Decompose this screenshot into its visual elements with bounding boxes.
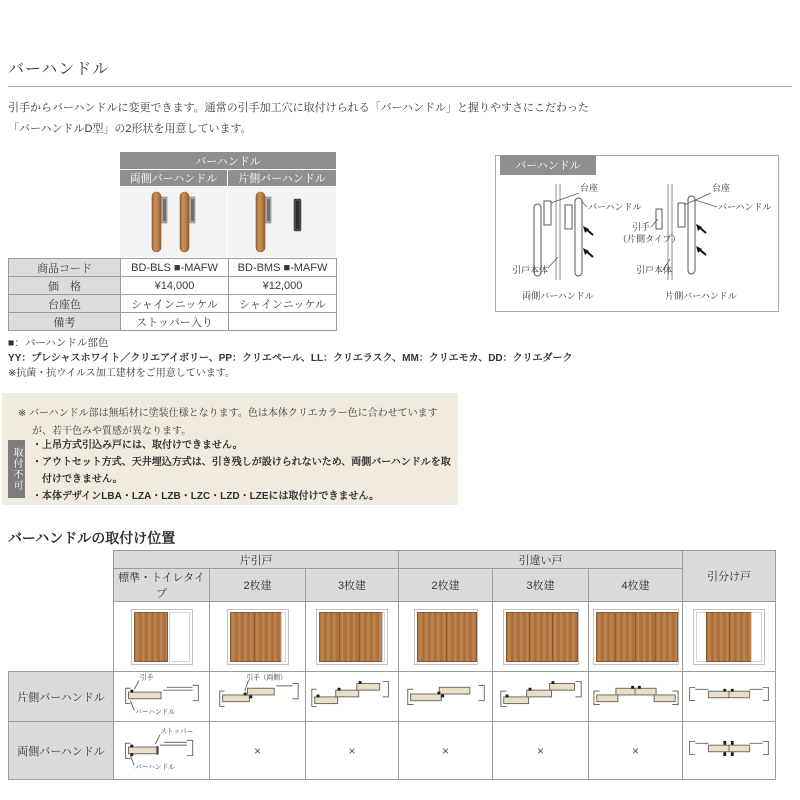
not-available-cell: ×: [306, 722, 399, 780]
paint-note: ※ バーハンドル部は無垢材に塗装仕様となります。色は本体クリエカラー色に合わせていますが、若干色みや質感が異なります。: [18, 408, 438, 437]
not-available-cell: ×: [210, 722, 306, 780]
door-image-3mai-hikichigai: [493, 602, 589, 672]
plan-one-3mai-hikichigai: [493, 672, 589, 722]
col-2mai-hikichigai: 2枚建: [399, 569, 493, 602]
one-side-handle-image: [228, 187, 336, 257]
product-table-subheader: [120, 170, 336, 186]
plan-label-bar: バーハンドル: [134, 709, 175, 716]
placement-table: [8, 550, 776, 780]
col-both-side-label: 両側バーハンドル: [120, 170, 227, 186]
spec-code-both: BD-BLS ■-MAFW: [121, 259, 229, 277]
col-one-side-label: 片側バーハンドル: [228, 170, 336, 186]
not-available-cell: ×: [493, 722, 589, 780]
not-installable-item: ・上吊方式引込み戸には、取付けできません。: [32, 440, 243, 451]
door-image-hikiwake: [683, 602, 776, 672]
page-title: バーハンドル: [8, 61, 110, 78]
diagram-label-hikido-right: 引戸本体: [636, 265, 673, 275]
col-2mai-kata: 2枚建: [210, 569, 306, 602]
plan-one-standard: [114, 672, 210, 722]
title-divider: [8, 86, 792, 87]
diagram-label-daiza-left: 台座: [580, 183, 599, 193]
product-photos: [120, 187, 336, 257]
photo-both-side-handle: [120, 187, 227, 257]
photo-one-side-handle: [228, 187, 336, 257]
plan-label-stopper: ストッパー: [159, 728, 193, 736]
handle-color-legend: ■：バーハンドル部色: [8, 337, 109, 349]
intro-line-1: 引手からバーハンドルに変更できます。通常の引手加工穴に取付けられる「バーハンドル」と握りやすさにこだわった: [8, 102, 589, 114]
spec-table: [8, 258, 337, 331]
both-side-handle-image: [120, 187, 227, 257]
spec-price-one: ¥12,000: [229, 277, 337, 295]
placement-blank-corner: [9, 551, 114, 569]
product-table-header: バーハンドル: [120, 152, 336, 169]
col-3mai-kata: 3枚建: [306, 569, 399, 602]
diagram-caption-one: 片側バーハンドル: [665, 291, 737, 301]
door-image-standard: [114, 602, 210, 672]
plan-label-bar: バーハンドル: [134, 764, 175, 772]
plan-label-hikite-both: 引手（両側）: [246, 674, 287, 682]
spec-remarks-one: [229, 313, 337, 331]
col-4mai-hikichigai: 4枚建: [589, 569, 683, 602]
diagram-caption-both: 両側バーハンドル: [522, 291, 594, 301]
row-both-side-handle: 両側バーハンドル: [9, 722, 114, 780]
not-installable-tab: 取付不可: [8, 440, 25, 498]
group-hikichigai-do: 引違い戸: [399, 551, 683, 569]
handle-assembly-diagram: [496, 178, 776, 308]
diagram-label-bar-left: バーハンドル: [588, 202, 642, 212]
plan-label-hikite: 引手: [139, 674, 153, 682]
diagram-label-bar-right: バーハンドル: [718, 202, 772, 212]
col-3mai-hikichigai: 3枚建: [493, 569, 589, 602]
antivirus-note: ※抗菌・抗ウイルス加工建材をご用意しています。: [8, 368, 235, 379]
diagram-label-hikido-left: 引戸本体: [512, 265, 549, 275]
intro-line-2: 「バーハンドルD型」の2形状を用意しています。: [8, 123, 252, 135]
plan-one-3mai-kata: [306, 672, 399, 722]
diagram-label-hikite-type: （片側タイプ）: [618, 234, 681, 244]
not-available-cell: ×: [399, 722, 493, 780]
spec-base-one: シャインニッケル: [229, 295, 337, 313]
diagram-label-daiza-right: 台座: [712, 183, 731, 193]
plan-one-2mai-hikichigai: [399, 672, 493, 722]
plan-one-hikiwake: [683, 672, 776, 722]
diagram-panel-tab: バーハンドル: [500, 155, 596, 175]
plan-both-standard: [114, 722, 210, 780]
color-code-list: YY：プレシャスホワイト／クリエアイボリー、PP：クリエペール、LL：クリエラスク、MM：クリエモカ、DD：クリエダーク: [8, 353, 573, 364]
row-one-side-handle: 片側バーハンドル: [9, 672, 114, 722]
spec-label-code: 商品コード: [9, 259, 121, 277]
not-available-cell: ×: [589, 722, 683, 780]
group-hikiwake-do: 引分け戸: [683, 551, 776, 602]
door-image-3mai-kata: [306, 602, 399, 672]
placement-title: バーハンドルの取付け位置: [8, 530, 176, 546]
door-image-4mai-hikichigai: [589, 602, 683, 672]
plan-both-hikiwake: [683, 722, 776, 780]
intro-text: [8, 98, 589, 140]
handle-diagram-panel: [495, 155, 779, 312]
spec-price-both: ¥14,000: [121, 277, 229, 295]
plan-one-2mai-kata: [210, 672, 306, 722]
spec-label-remarks: 備考: [9, 313, 121, 331]
spec-code-one: BD-BMS ■-MAFW: [229, 259, 337, 277]
diagram-label-hikite: 引手: [632, 222, 651, 232]
spec-label-base-color: 台座色: [9, 295, 121, 313]
col-standard-toilet: 標準・トイレタイプ: [114, 569, 210, 602]
caution-box: [2, 393, 458, 505]
spec-label-price: 価 格: [9, 277, 121, 295]
not-installable-item: ・本体デザインLBA・LZA・LZB・LZC・LZD・LZEには取付けできません。: [32, 491, 380, 502]
group-kata-hikido: 片引戸: [114, 551, 399, 569]
spec-remarks-both: ストッパー入り: [121, 313, 229, 331]
door-image-2mai-kata: [210, 602, 306, 672]
not-installable-list: [32, 437, 456, 505]
door-image-2mai-hikichigai: [399, 602, 493, 672]
not-installable-item: ・アウトセット方式、天井埋込方式は、引き残しが設けられないため、両側バーハンドルを取付けできません。: [32, 457, 451, 485]
plan-one-4mai-hikichigai: [589, 672, 683, 722]
spec-base-both: シャインニッケル: [121, 295, 229, 313]
